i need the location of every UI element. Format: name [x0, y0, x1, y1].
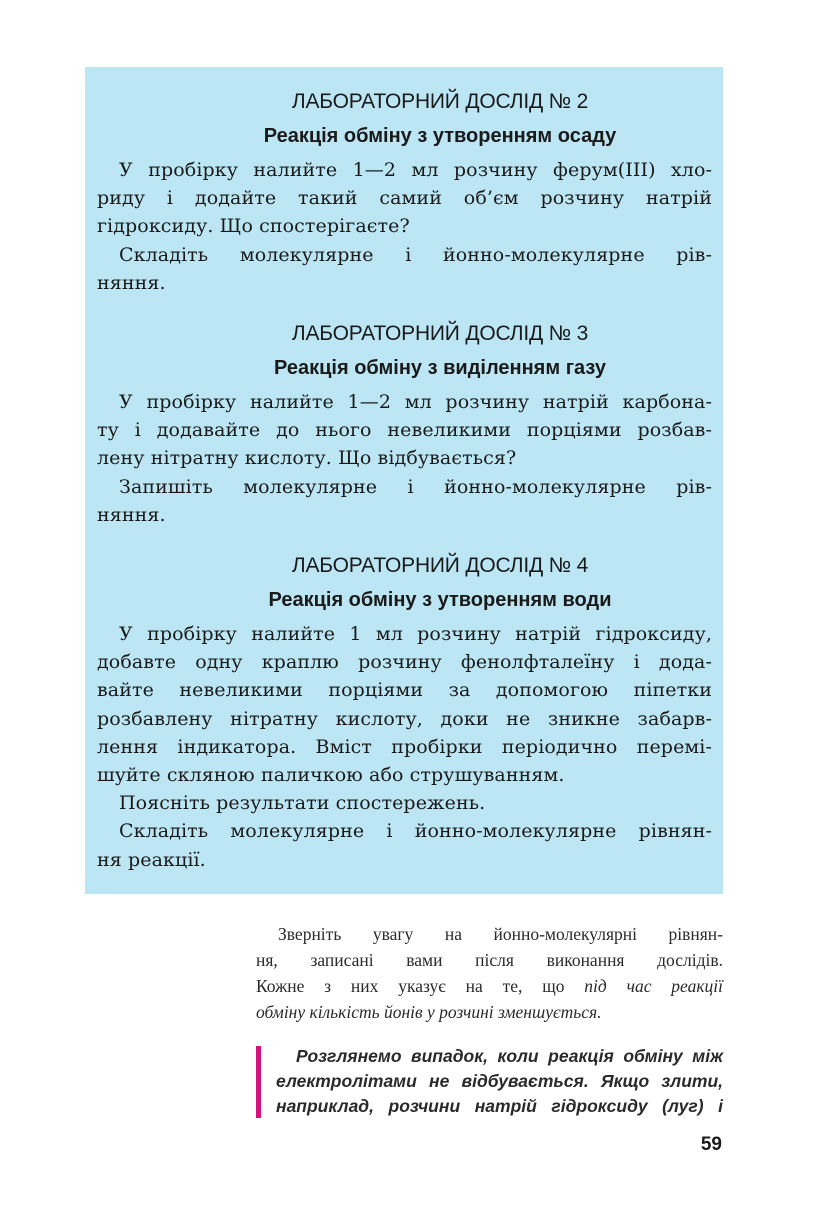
- lab3-text: [97, 388, 712, 529]
- text-line: ту і додавайте до нього невеликими порціями розбав-: [97, 419, 712, 442]
- text-line: наприклад, розчини натрій гідроксиду (луг) і: [276, 1096, 723, 1116]
- text-line: шуйте скляною паличкою або струшуванням.: [97, 764, 565, 787]
- text-line: ня реакції.: [97, 848, 206, 871]
- text-line: лення індикатора. Вміст пробірки періодично перемі-: [97, 735, 712, 758]
- note-paragraph: [256, 921, 723, 1025]
- text-line: Поясніть результати спостережень.: [119, 792, 486, 815]
- text-line: [256, 999, 723, 1025]
- text-line: ня, записані вами після виконання дослідів.: [256, 950, 723, 970]
- aside-paragraph: [276, 1044, 723, 1119]
- lab4-text: [97, 620, 712, 874]
- text-line: добавте одну краплю розчину фенолфталеїну і дода-: [97, 651, 712, 674]
- accent-bar: [256, 1046, 261, 1118]
- text-line: розбавлену нітратну кислоту, доки не зникне забарв-: [97, 707, 712, 730]
- lab2-text: [97, 156, 712, 297]
- text-line: риду і додайте такий самий об’єм розчину натрій: [97, 187, 712, 210]
- lab2-title: ЛАБОРАТОРНИЙ ДОСЛІД № 2: [291, 90, 589, 113]
- text-line: няння.: [97, 271, 166, 294]
- page-number: 59: [700, 1134, 722, 1155]
- lab3-title: ЛАБОРАТОРНИЙ ДОСЛІД № 3: [291, 322, 589, 345]
- lab4-title: ЛАБОРАТОРНИЙ ДОСЛІД № 4: [291, 554, 589, 577]
- lab-experiments-box: [85, 67, 723, 894]
- lab3-subtitle: Реакція обміну з виділенням газу: [274, 357, 606, 379]
- text-plain: Кожне з них указує на те, що: [256, 976, 585, 996]
- text-line: У пробірку налийте 1—2 мл розчину ферум(ІІІ) хло-: [119, 159, 712, 181]
- text-line: Складіть молекулярне і йонно-молекулярне рівнян-: [119, 820, 712, 843]
- text-line: Зверніть увагу на йонно-молекулярні рівнян-: [278, 924, 723, 944]
- text-line: У пробірку налийте 1 мл розчину натрій гідроксиду,: [119, 623, 712, 645]
- lab4-subtitle: Реакція обміну з утворенням води: [268, 589, 612, 611]
- text-line: лену нітратну кислоту. Що відбувається?: [97, 447, 517, 470]
- text-line: Запишіть молекулярне і йонно-молекулярне рів-: [119, 475, 712, 498]
- text-line: вайте невеликими порціями за допомогою піпетки: [97, 679, 712, 702]
- text-line: Розглянемо випадок, коли реакція обміну між: [296, 1046, 723, 1066]
- text-line: [256, 973, 723, 999]
- text-italic: обміну кількість йонів у розчині зменшується.: [256, 1002, 602, 1022]
- text-line: гідроксиду. Що спостерігаєте?: [97, 215, 410, 238]
- text-line: няння.: [97, 503, 166, 526]
- text-line: У пробірку налийте 1—2 мл розчину натрій карбона-: [119, 391, 712, 413]
- lab2-subtitle: Реакція обміну з утворенням осаду: [263, 125, 617, 147]
- text-italic: під час реакції: [584, 976, 723, 996]
- text-line: електролітами не відбувається. Якщо злити,: [276, 1071, 723, 1091]
- text-line: Складіть молекулярне і йонно-молекулярне рів-: [119, 243, 712, 266]
